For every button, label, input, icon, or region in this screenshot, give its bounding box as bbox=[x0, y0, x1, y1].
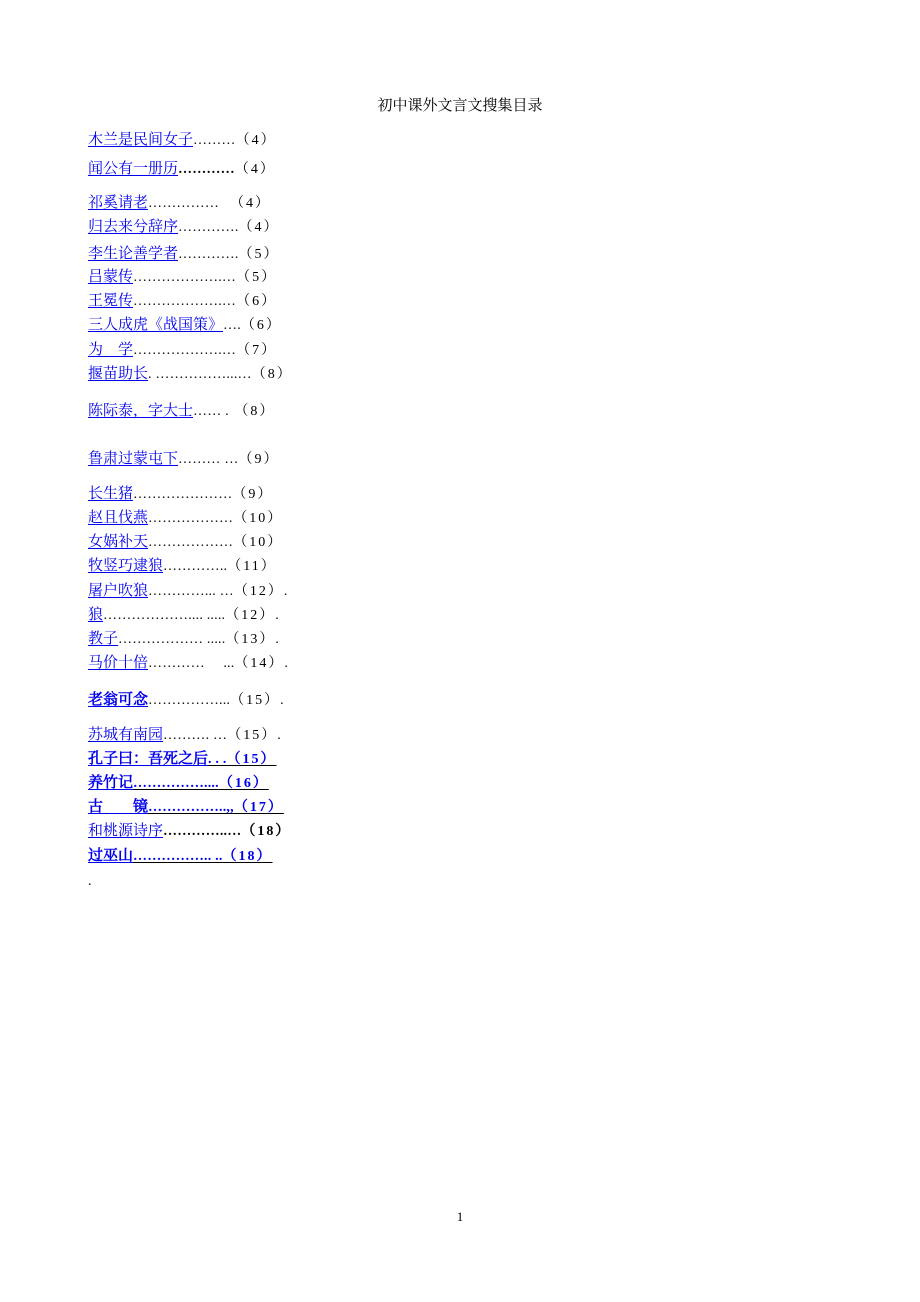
toc-leader: ……………….… bbox=[133, 294, 237, 309]
toc-leader: …………….. .. bbox=[133, 849, 223, 864]
toc-entry bbox=[88, 448, 280, 468]
toc-leader: ……… … bbox=[178, 452, 239, 467]
toc-leader: …………. bbox=[178, 220, 239, 235]
toc-entry bbox=[88, 363, 293, 383]
toc-page-number: （5） bbox=[236, 270, 278, 285]
page-title: 初中课外文言文搜集目录 bbox=[377, 96, 543, 114]
toc-leader: ……………..,, bbox=[148, 800, 234, 815]
toc-link[interactable]: 狼 bbox=[88, 605, 104, 623]
toc-link[interactable]: 苏城有南园 bbox=[88, 725, 164, 743]
toc-leader: . ……………...… bbox=[148, 367, 252, 382]
toc-leader: …………….... bbox=[133, 776, 219, 791]
toc-link[interactable]: 陈际泰，字大士 bbox=[88, 401, 194, 419]
toc-link[interactable]: 吕蒙传 bbox=[88, 267, 134, 285]
toc-leader: ………….. bbox=[163, 559, 228, 574]
toc-leader: …… . bbox=[193, 404, 229, 419]
toc-entry bbox=[88, 652, 290, 672]
toc-entry bbox=[88, 400, 275, 420]
toc-leader: ………………… bbox=[133, 487, 233, 502]
toc-link[interactable]: 和桃源诗序 bbox=[88, 821, 164, 839]
toc-leader: ………… bbox=[178, 162, 235, 177]
toc-entry bbox=[88, 290, 277, 310]
toc-leader: …. bbox=[223, 318, 241, 333]
toc-leader: ……………… ..... bbox=[118, 632, 226, 647]
toc-leader: ……………... bbox=[148, 693, 231, 708]
toc-page-number: （12）. bbox=[233, 584, 290, 599]
toc-page-number: （16） bbox=[218, 776, 269, 791]
toc-leader: ……… bbox=[193, 133, 236, 148]
toc-page-number: （8） bbox=[228, 404, 276, 419]
toc-link[interactable]: 祁奚请老 bbox=[88, 193, 149, 211]
toc-leader: ………. … bbox=[163, 728, 228, 743]
toc-entry bbox=[88, 158, 276, 178]
toc-link[interactable]: 养竹记 bbox=[88, 773, 134, 791]
toc-page-number: （9） bbox=[238, 452, 280, 467]
toc-entry bbox=[88, 772, 269, 792]
toc-entry bbox=[88, 314, 282, 334]
toc-leader: …………..… bbox=[163, 824, 242, 839]
toc-link[interactable]: 古 镜 bbox=[88, 797, 149, 815]
toc-leader: ……………….… bbox=[133, 343, 237, 358]
toc-leader: ……………….… bbox=[133, 270, 237, 285]
toc-page-number: （4） bbox=[235, 133, 277, 148]
toc-link[interactable]: 教子 bbox=[88, 629, 119, 647]
toc-entry bbox=[88, 580, 289, 600]
toc-leader: . . . bbox=[208, 752, 227, 767]
toc-link[interactable]: 揠苗助长 bbox=[88, 364, 149, 382]
toc-entry bbox=[88, 129, 277, 149]
toc-page-number: （8） bbox=[251, 367, 293, 382]
toc-page-number: （7） bbox=[236, 343, 278, 358]
toc-leader: …………… bbox=[148, 196, 220, 211]
toc-page-number: （6） bbox=[236, 294, 278, 309]
toc-page-number: （4） bbox=[234, 162, 276, 177]
toc-link[interactable]: 为 学 bbox=[88, 340, 134, 358]
toc-entry bbox=[88, 216, 280, 236]
toc-entry bbox=[88, 689, 286, 709]
toc-entry bbox=[88, 266, 277, 286]
toc-entry bbox=[88, 820, 291, 840]
toc-page-number: （15）. bbox=[230, 693, 286, 708]
toc-link[interactable]: 归去来兮辞序 bbox=[88, 217, 179, 235]
toc-page-number: （9） bbox=[232, 487, 274, 502]
toc-page-number: （10） bbox=[233, 511, 284, 526]
toc-page-number: （4） bbox=[219, 196, 272, 211]
toc-page-number: （10） bbox=[233, 535, 284, 550]
toc-leader: ……………… bbox=[148, 535, 234, 550]
toc-link[interactable]: 王冕传 bbox=[88, 291, 134, 309]
toc-page-number: （17） bbox=[233, 800, 284, 815]
toc-link[interactable]: 马价十倍 bbox=[88, 653, 149, 671]
toc-entry bbox=[88, 796, 284, 816]
trailing-mark: . bbox=[88, 874, 92, 889]
toc-page-number: （15） bbox=[226, 752, 277, 767]
toc-entry bbox=[88, 724, 283, 744]
toc-entry bbox=[88, 604, 281, 624]
toc-link[interactable]: 李生论善学者 bbox=[88, 244, 179, 262]
footer-page-number: 1 bbox=[456, 1209, 464, 1224]
toc-page-number: （13）. bbox=[225, 632, 281, 647]
toc-link[interactable]: 木兰是民间女子 bbox=[88, 130, 194, 148]
toc-link[interactable]: 三人成虎《战国策》 bbox=[88, 315, 224, 333]
toc-link[interactable]: 孔子曰：吾死之后 bbox=[88, 749, 209, 767]
toc-link[interactable]: 女娲补天 bbox=[88, 532, 149, 550]
toc-link[interactable]: 长生猪 bbox=[88, 484, 134, 502]
toc-page-number: （12）. bbox=[225, 608, 281, 623]
toc-entry bbox=[88, 339, 277, 359]
toc-entry bbox=[88, 628, 281, 648]
toc-link[interactable]: 赵且伐燕 bbox=[88, 508, 149, 526]
toc-leader: ……………….... ..... bbox=[103, 608, 226, 623]
toc-page-number: （15）. bbox=[227, 728, 283, 743]
toc-entry bbox=[88, 748, 277, 768]
toc-page-number: （18） bbox=[222, 849, 273, 864]
toc-entry bbox=[88, 507, 283, 527]
toc-link[interactable]: 牧竖巧逮狼 bbox=[88, 556, 164, 574]
toc-link[interactable]: 闻公有一册历 bbox=[88, 159, 179, 177]
toc-page-number: （14）. bbox=[234, 656, 290, 671]
toc-entry bbox=[88, 531, 283, 551]
toc-link[interactable]: 鲁肃过蒙屯下 bbox=[88, 449, 179, 467]
toc-link[interactable]: 老翁可念 bbox=[88, 690, 149, 708]
toc-page-number: （6） bbox=[240, 318, 282, 333]
toc-link[interactable]: 屠户吹狼 bbox=[88, 581, 149, 599]
toc-entry bbox=[88, 555, 277, 575]
toc-leader: ………… ... bbox=[148, 656, 235, 671]
toc-page-number: （4） bbox=[238, 220, 280, 235]
toc-leader: ……………… bbox=[148, 511, 234, 526]
toc-entry bbox=[88, 483, 273, 503]
toc-leader: …………. bbox=[178, 247, 239, 262]
toc-page-number: （18） bbox=[241, 824, 292, 839]
toc-page-number: （11） bbox=[227, 559, 277, 574]
toc-leader: …………... … bbox=[148, 584, 234, 599]
toc-entry bbox=[88, 192, 271, 212]
toc-link[interactable]: 过巫山 bbox=[88, 846, 134, 864]
toc-entry bbox=[88, 845, 273, 865]
toc-page-number: （5） bbox=[238, 247, 280, 262]
toc-entry bbox=[88, 243, 280, 263]
